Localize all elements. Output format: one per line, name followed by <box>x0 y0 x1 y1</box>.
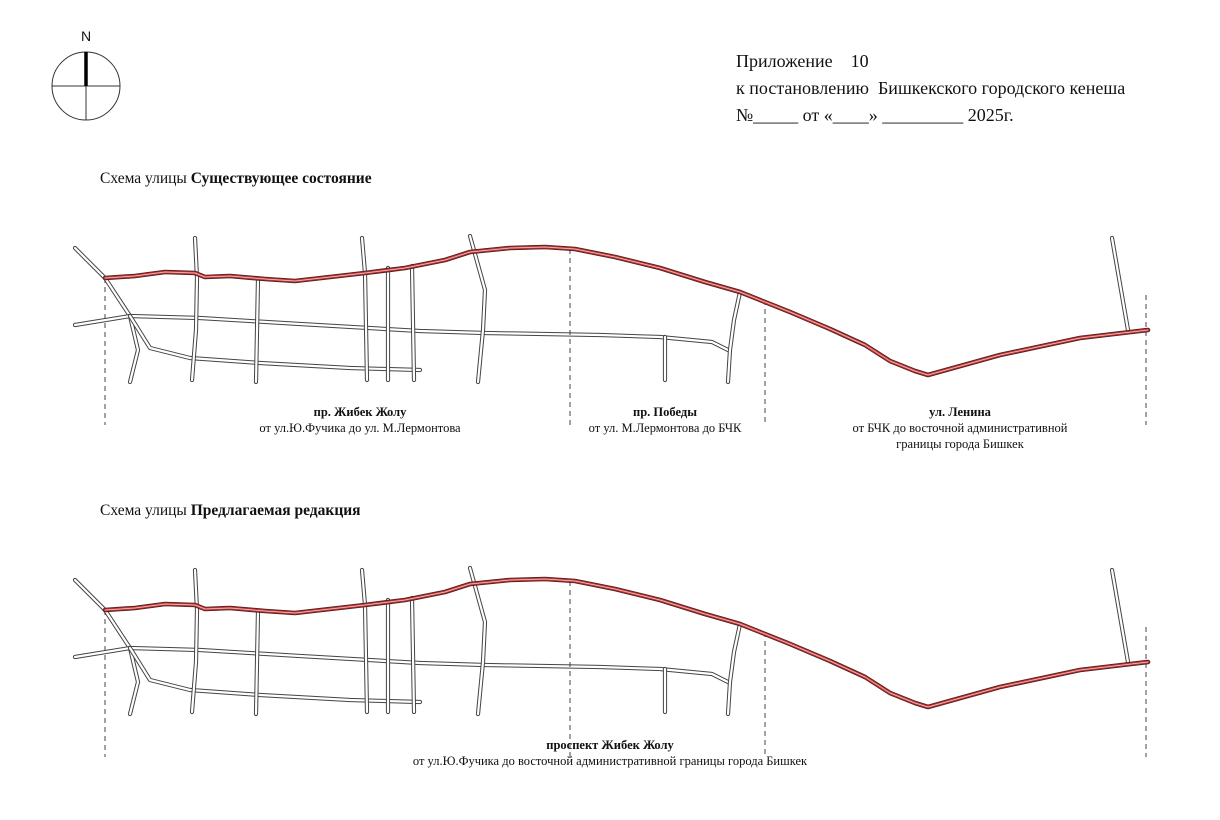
road-inner <box>1112 570 1128 662</box>
segment-desc: от ул. М.Лермонтова до БЧК <box>588 421 742 435</box>
segment-name: пр. Жибек Жолу <box>313 405 407 419</box>
segment-desc: от БЧК до восточной административной <box>852 421 1068 435</box>
segment-label-pobedy <box>565 404 765 436</box>
compass-icon <box>48 48 128 124</box>
segment-name: пр. Победы <box>633 405 697 419</box>
segment-name: проспект Жибек Жолу <box>546 738 674 752</box>
section-title-prefix: Схема улицы <box>100 170 191 187</box>
section-title-prefix: Схема улицы <box>100 502 191 519</box>
segment-label-zhibek-zholu <box>200 404 520 436</box>
section-title-existing <box>100 170 372 188</box>
road-inner <box>75 648 730 683</box>
main-street-outline <box>105 579 1148 707</box>
section-title-bold: Предлагаемая редакция <box>190 502 361 519</box>
road-inner <box>75 316 730 351</box>
appendix-date-line: №_____ от «____» _________ 2025г. <box>736 105 1014 125</box>
north-label: N <box>81 28 92 44</box>
appendix-number: Приложение 10 <box>736 51 869 71</box>
road <box>75 648 730 683</box>
segment-label-prospekt-zhibek-zholu <box>360 737 860 769</box>
segment-desc: границы города Бишкек <box>896 437 1024 451</box>
segment-desc: от ул.Ю.Фучика до восточной административной границы города Бишкек <box>412 754 808 768</box>
north-arrow <box>48 28 128 124</box>
segment-desc: от ул.Ю.Фучика до ул. М.Лермонтова <box>259 421 461 435</box>
appendix-decree: к постановлению Бишкекского городского кенеша <box>736 78 1126 98</box>
section-title-proposed <box>100 502 361 520</box>
segment-name: ул. Ленина <box>929 405 991 419</box>
road <box>75 316 730 351</box>
main-street-outline <box>105 247 1148 375</box>
road <box>470 236 485 382</box>
road <box>470 568 485 714</box>
section-title-bold: Существующее состояние <box>190 170 372 187</box>
segment-label-lenina <box>800 404 1120 452</box>
appendix-header <box>736 48 1125 129</box>
road-inner <box>1112 238 1128 330</box>
